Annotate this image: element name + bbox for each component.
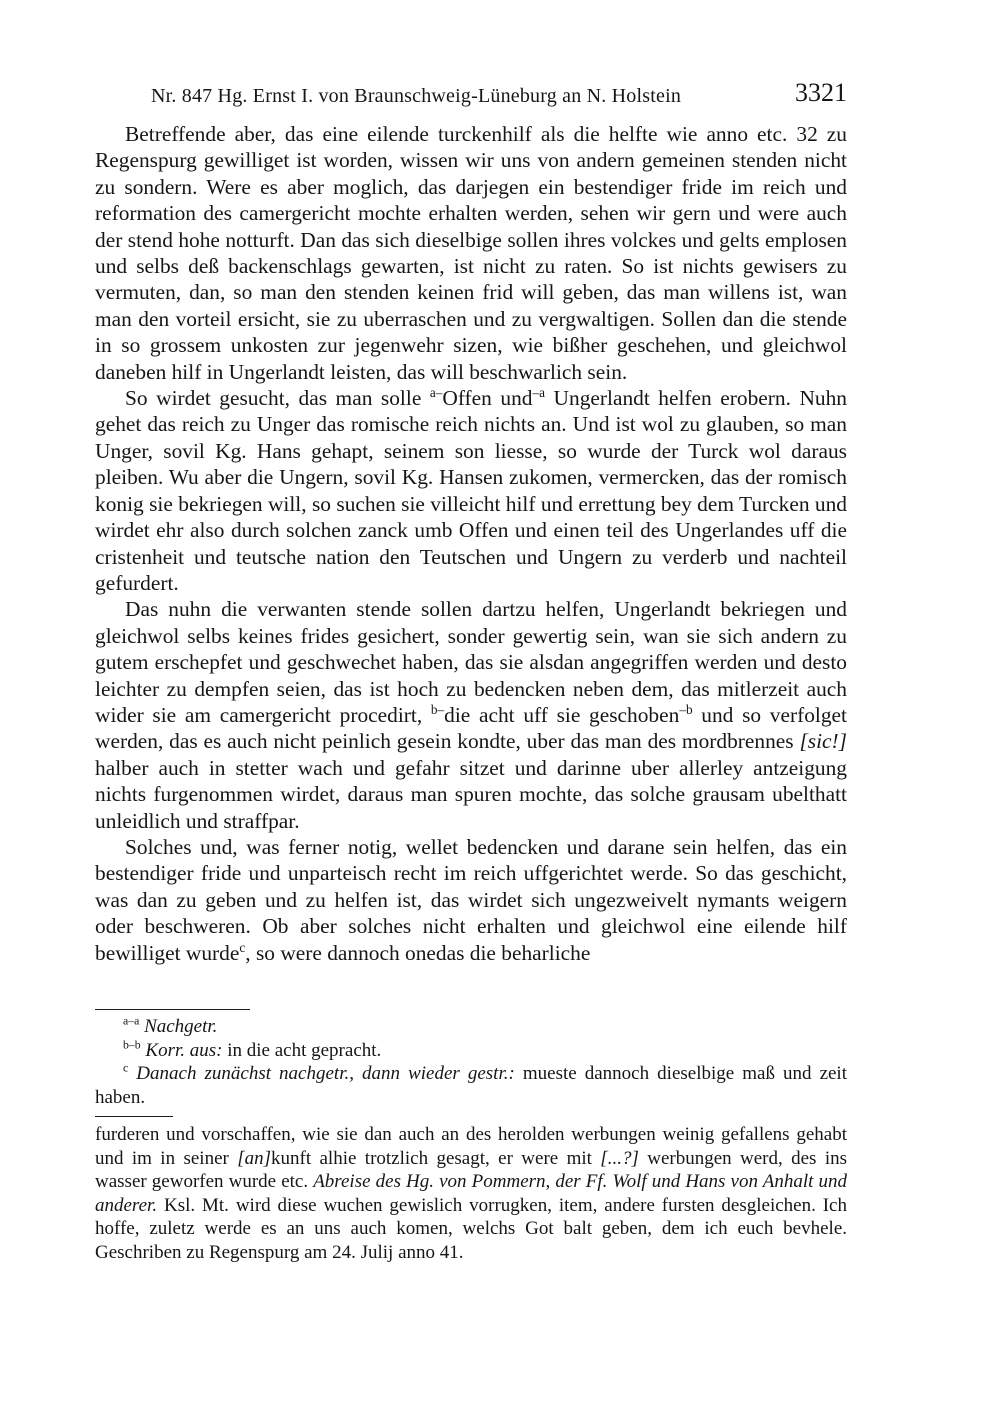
text-run: und so verfolget werden, das es auch nicht peinlich gesein kondte, uber das man des mordbrennes [95,702,847,754]
running-head: Nr. 847 Hg. Ernst I. von Braunschweig-Lüneburg an N. Holstein [150,85,682,107]
apparatus-note [95,1062,847,1109]
text-run: So wirdet gesucht, das man solle [125,386,430,411]
footnote-block [95,1123,847,1265]
editorial-italic: [sic!] [799,729,847,754]
page-number: 3321 [795,78,847,107]
text-run: Solches und, was ferner notig, wellet bedencken und darane sein helfen, das ein bestendiger fride und unparteisch recht im reich uffgerichtet werde. So das geschicht, was dan zu geben und zu helfen ist, das wirdet sich ungezweivelt nymants weigern oder beschweren. Ob aber solches nicht erhalten und gleichwol eine eilende hilf bewilliget wurde [95,834,847,965]
text-run: mueste dannoch dieselbige maß und zeit haben. [95,1063,847,1108]
note-marker: a– [429,384,443,400]
text-run: Ksl. Mt. wird diese wuchen gewislich vorrugken, item, andere fursten desgleichen. Ich hoffe, zuletz werde es an uns auch komen, welchs Got balt geben, dem ich euch bevhele. Geschriben zu Regenspurg am 24. Julij anno 41. [95,1194,847,1263]
note-marker: a–a [123,1014,140,1028]
text-run: Betreffende aber, das eine eilende turckenhilf als die helfte wie anno etc. 32 zu Regenspurg gewilliget ist worden, wissen wir uns von andern gemeinen stenden nicht zu sondern. Were es aber moglich, das darjegen ein bestendiger fride im reich und reformation des camergericht mochte erhalten werden, sehen wir gern und were auch der stend hohe notturft. Dan das sich dieselbige sollen ihres volckes und gelts emplosen und selbs deß backenschlags gewarten, ist nicht zu raten. So ist nichts gewisers zu vermuten, dan, so man den stenden keinen frid will geben, das man willens ist, wan man den vorteil ersicht, sie zu uberraschen und zu vergwaltigen. Sollen dan die stende in so grossem unkosten zur jegenwehr sizen, wie bißher geschehen, und gleichwol daneben hilf in Ungerlandt leisten, das will beschwarlich sein. [95,122,847,384]
paragraph [95,121,847,385]
apparatus-divider [95,1009,250,1010]
page-header [95,78,847,112]
text-run: in die acht gepracht. [222,1039,382,1061]
editorial-italic: Nachgetr. [144,1016,218,1037]
text-run: Offen und [442,386,533,411]
note-marker: –b [679,701,693,717]
text-run: kunft alhie trotzlich gesagt, er were mit [271,1147,601,1169]
note-marker: –a [532,384,546,400]
note-marker: c [123,1061,129,1075]
note-marker: c [239,939,246,955]
footnote-divider [95,1116,173,1117]
note-marker: b–b [123,1038,141,1052]
apparatus-note [95,1039,847,1063]
body-text [95,121,847,966]
editorial-italic: [...?] [600,1147,639,1169]
note-marker: b– [430,701,445,717]
editorial-italic: [an] [237,1147,272,1169]
editorial-italic: Abreise des Hg. von Pommern, der Ff. Wolf und Hans von Anhalt und anderer. [95,1171,847,1216]
text-run: Das nuhn die verwanten stende sollen dartzu helfen, Ungerlandt bekriegen und gleichwol selbs keines frides gesichert, sonder gewertig sein, wan sie sich andern zu gutem erschepfet und geschwechet haben, das sie alsdan angegriffen werden und desto leichter zu dempfen seien, das ist hoch zu bedencken neben dem, das mitlerzeit auch wider sie am camergericht procedirt, [95,597,847,727]
editorial-italic: Danach zunächst nachgetr., dann wieder gestr.: [136,1063,515,1085]
text-run: werbungen werd, des ins wasser geworfen wurde etc. [95,1147,847,1193]
critical-apparatus [95,1015,847,1109]
text-run: furderen und vorschaffen, wie sie dan auch an des herolden werbungen weinig gefallens gehabt und im in seiner [95,1124,847,1169]
paragraph [95,834,847,966]
text-run: , so were dannoch onedas die beharliche [245,940,591,965]
text-run: halber auch in stetter wach und gefahr sitzet und darinne uber allerley antzeigung nichts furgenommen wirdet, daraus man spuren mochte, das solche grausam ubelthatt unleidlich und straffpar. [95,755,847,833]
apparatus-note [95,1015,847,1039]
text-run: Ungerlandt helfen erobern. Nuhn gehet das reich zu Unger das romische reich nichts an. Und ist wol zu glauben, so man Unger, sovil Kg. Hans gehapt, seinem son liesse, so wurde der Turck wol daraus pleiben. Wu aber die Ungern, sovil Kg. Hansen zukomen, vermercken, das der romisch konig sie bekriegen will, so suchen sie villeicht hilf und errettung bey dem Turcken und wirdet ehr also durch solchen zanck umb Offen und einen teil des Ungerlandes uff die cristenheit und teutsche nation den Teutschen und Ungern zu verderb und nachteil gefurdert. [95,386,848,595]
paragraph [95,385,847,596]
text-run: die acht uff sie geschoben [444,702,680,727]
editorial-italic: Korr. aus: [145,1039,223,1061]
paragraph [95,596,847,834]
footnote-paragraph [95,1123,847,1265]
